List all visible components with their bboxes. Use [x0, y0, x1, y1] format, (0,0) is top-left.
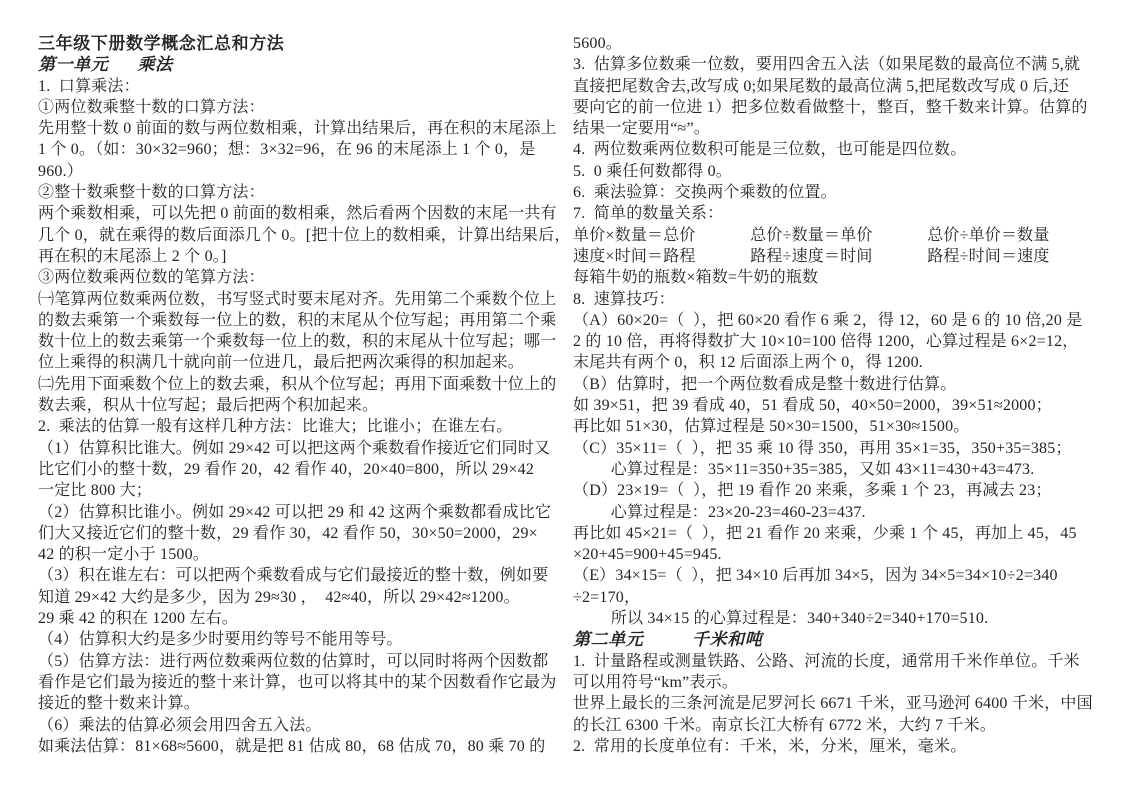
text-line: 结果一定要用“≈”。 [573, 120, 710, 138]
text-line: 2 的 10 倍，再将得数扩大 10×10=100 倍得 1200，心算过程是 6×2=12， [573, 333, 1079, 351]
text-line: （D）23×19=（ ），把 19 看作 20 来乘，多乘 1 个 23，再减去 23； [573, 482, 1052, 500]
text-line: 心算过程是：23×20-23=460-23=437. [573, 503, 866, 521]
text-line: （4）估算积大约是多少时要用约等号不能用等号。 [38, 631, 403, 649]
text-line: 比它们小的整十数，29 看作 20，42 看作 40，20×40=800，所以 29×42 [38, 460, 535, 478]
text-line: 位上乘得的积满几十就向前一位进几，最后把两次乘得的积加起来。 [38, 354, 525, 372]
text-line: 再在积的末尾添上 2 个 0。] [38, 247, 227, 265]
section-heading: 第一单元 乘法 [38, 55, 173, 75]
text-line: 可以用符号“km”表示。 [573, 673, 739, 691]
text-line: 如乘法估算：81×68≈5600，就是把 81 估成 80，68 估成 70，80 乘 70 的 [38, 737, 546, 755]
section-heading: 第二单元 千米和吨 [573, 630, 763, 650]
text-line: 1 个 0。（如：30×32=960；想：3×32=96，在 96 的末尾添上 1 个 0，是 [38, 141, 536, 159]
text-line: 一定比 800 大； [38, 482, 153, 500]
text-line: 末尾共有两个 0，积 12 后面添上两个 0，得 1200. [573, 354, 924, 372]
text-line: ③两位数乘两位数的笔算方法： [38, 269, 265, 287]
text-line: 2. 常用的长度单位有：千米，米，分米，厘米，毫米。 [573, 737, 967, 755]
text-line: 29 乘 42 的积在 1200 左右。 [38, 610, 239, 628]
text-line: 每箱牛奶的瓶数×箱数=牛奶的瓶数 [573, 269, 819, 287]
text-line: 7. 简单的数量关系： [573, 205, 724, 223]
text-line: ÷2=170， [573, 588, 641, 606]
text-line: 1. 计量路程或测量铁路、公路、河流的长度，通常用千米作单位。千米 [573, 652, 1080, 670]
text-line: 的数去乘第一个乘数每一位上的数，积的末尾从个位写起；再用第二个乘 [38, 311, 557, 329]
text-line: ①两位数乘整十数的口算方法： [38, 98, 265, 116]
text-line: 1. 口算乘法： [38, 77, 140, 95]
text-line: 如 39×51，把 39 看成 40，51 看成 50，40×50=2000，39×51≈2000； [573, 397, 1052, 415]
text-line: ②整十数乘整十数的口算方法： [38, 184, 265, 202]
right-column [573, 33, 1107, 781]
text-line: 数去乘，积从十位写起；最后把两个积加起来。 [38, 397, 379, 415]
text-line: 再比如 45×21=（ ），把 21 看作 20 来乘，少乘 1 个 45，再加上 45，45 [573, 524, 1077, 542]
text-line: （A）60×20=（ ），把 60×20 看作 6 乘 2，得 12，60 是 6 的 10 倍,20 是 [573, 311, 1083, 329]
text-line: （5）估算方法：进行两位数乘两位数的估算时，可以同时将两个因数都 [38, 652, 549, 670]
text-line: （B）估算时，把一个两位数看成是整十数进行估算。 [573, 375, 957, 393]
text-line: 数十位上的数去乘第一个乘数每一位上的数，积的末尾从十位写起；哪一 [38, 333, 557, 351]
text-line: 看作是它们最为接近的整十来计算，也可以将其中的某个因数看作它最为 [38, 673, 557, 691]
text-line: 几个 0，就在乘得的数后面添几个 0。[把十位上的数相乘，计算出结果后， [38, 226, 571, 244]
text-line: 接近的整十数来计算。 [38, 695, 201, 713]
text-line: 再比如 51×30，估算过程是 50×30=1500，51×30≈1500。 [573, 418, 970, 436]
text-line: 5. 0 乘任何数都得 0。 [573, 162, 733, 180]
text-line: （1）估算积比谁大。例如 29×42 可以把这两个乘数看作接近它们同时又 [38, 439, 551, 457]
text-line: ㈠笔算两位数乘两位数，书写竖式时要末尾对齐。先用第二个乘数个位上 [38, 290, 557, 308]
text-line: 心算过程是：35×11=350+35=385，又如 43×11=430+43=473. [573, 460, 1035, 478]
text-line: 直接把尾数舍去,改写成 0;如果尾数的最高位满 5,把尾数改写成 0 后,还 [573, 77, 1070, 95]
text-line: 所以 34×15 的心算过程是：340+340÷2=340+170=510. [573, 610, 989, 628]
text-line: 世界上最长的三条河流是尼罗河长 6671 千米，亚马逊河 6400 千米，中国 [573, 695, 1093, 713]
text-line: 要向它的前一位进 1）把多位数看做整十，整百，整千数来计算。估算的 [573, 98, 1088, 116]
text-line: （3）积在谁左右：可以把两个乘数看成与它们最接近的整十数，例如要 [38, 567, 549, 585]
text-line: （2）估算积比谁小。例如 29×42 可以把 29 和 42 这两个乘数都看成比它 [38, 503, 552, 521]
text-line: ㈡先用下面乘数个位上的数去乘，积从个位写起；再用下面乘数十位上的 [38, 375, 557, 393]
text-line: 4. 两位数乘两位数积可能是三位数，也可能是四位数。 [573, 141, 967, 159]
text-line: 们大又接近它们的整十数，29 看作 30，42 看作 50，30×50=2000，29× [38, 524, 538, 542]
text-line: 8. 速算技巧： [573, 290, 675, 308]
text-line: 的长江 6300 千米。南京长江大桥有 6772 米，大约 7 千米。 [573, 716, 997, 734]
left-column [38, 33, 572, 781]
text-line: （C）35×11=（ ），把 35 乘 10 得 350，再用 35×1=35，350+35=385； [573, 439, 1072, 457]
text-line: 3. 估算多位数乘一位数，要用四舍五入法（如果尾数的最高位不满 5,就 [573, 56, 1081, 74]
text-line: 42 的积一定小于 1500。 [38, 546, 210, 564]
text-line: 6. 乘法验算：交换两个乘数的位置。 [573, 184, 837, 202]
text-line: （6）乘法的估算必须会用四舍五入法。 [38, 716, 322, 734]
text-line: 2. 乘法的估算一般有这样几种方法：比谁大；比谁小；在谁左右。 [38, 418, 513, 436]
text-line: （E）34×15=（ ），把 34×10 后再加 34×5，因为 34×5=34×10÷2=340 [573, 567, 1058, 585]
text-line: 960.） [38, 162, 84, 180]
doc-title: 三年级下册数学概念汇总和方法 [38, 34, 285, 53]
text-line: 单价×数量＝总价 总价÷数量＝单价 总价÷单价＝数量 [573, 226, 1050, 244]
text-line: 5600。 [573, 35, 623, 52]
text-line: 速度×时间＝路程 路程÷速度＝时间 路程÷时间＝速度 [573, 247, 1050, 265]
text-line: ×20+45=900+45=945. [573, 546, 722, 564]
text-line: 知道 29×42 大约是多少，因为 29≈30 ， 42≈40，所以 29×42≈1200。 [38, 588, 520, 606]
text-line: 两个乘数相乘，可以先把 0 前面的数相乘，然后看两个因数的末尾一共有 [38, 205, 557, 223]
text-line: 先用整十数 0 前面的数与两位数相乘，计算出结果后，再在积的末尾添上 [38, 120, 557, 138]
